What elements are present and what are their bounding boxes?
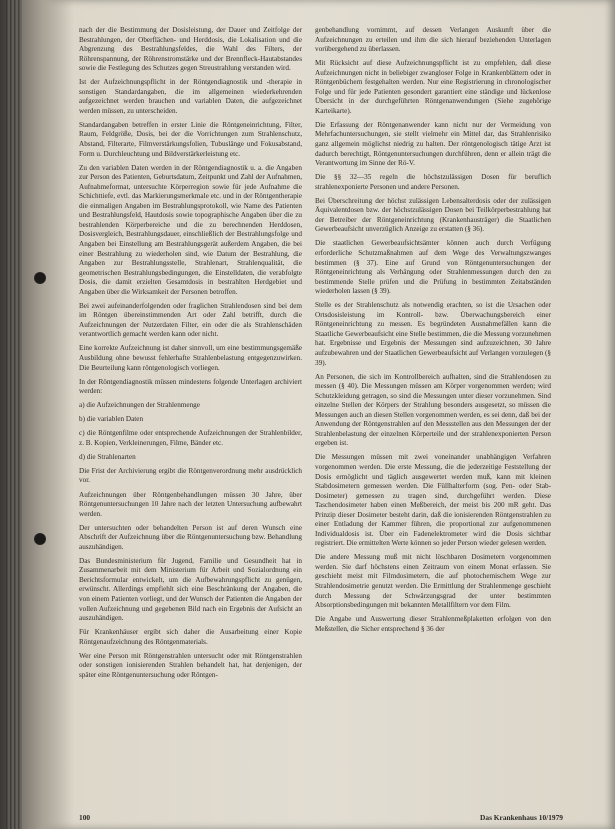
journal-footer: Das Krankenhaus 10/1979 xyxy=(480,813,563,822)
paragraph: Der untersuchten oder behandelten Person ist auf deren Wunsch eine Abschrift der Aufzeichnung über die Röntgenuntersuchung bzw. Behandlung auszuhändigen. xyxy=(79,523,302,551)
paragraph: Die Messungen müssen mit zwei voneinander unabhängigen Verfahren vorgenommen werden. Die erste Messung, die die jederzeitige Feststellung der Dosis ermöglicht und täglich ausgewertet werden muß, kann mit kleinen Stabdosimetern gemessen werden. Die Füllhalterform (sog. Pen- oder Stab-Dosimeter) gemessen zu tragen sind, durchgeführt werden. Diese Taschendosimeter haben einen Meßbereich, der meist bis 200 mR geht. Das Prinzip dieser Dosimeter besteht darin, daß die ionisierenden Röntgenstrahlen zu einer Entladung der Kammer führen, die proportional zur aufgenommenen Individualdosis ist. Über ein Fadenelektrometer wird die Dosis sichtbar registriert. Die ermittelten Werte können so jeder Person wieder gelesen werden. xyxy=(315,453,551,548)
paragraph: Die Angabe und Auswertung dieser Strahlenmeßplaketten erfolgen von den Meßstellen, die Sicher entsprechend § 36 der xyxy=(315,615,551,633)
paragraph: Stelle es der Strahlenschutz als notwendig erachten, so ist die Ursachen oder Ortsdosisleistung im Kontroll- bzw. Überwachungsbereich einer Röntgeneinrichtung zu messen. Es begründeten Ausnahmefällen kann die Staatliche Gewerbeaufsicht eine Stelle bestimmen, die die Messung vorzunehmen hat. Ergebnisse und Ergebnis der Messungen sind aufzuzeichnen, 30 Jahre aufzubewahren und der Staatlichen Gewerbeaufsicht auf Verlangen vorzulegen (§ 39). xyxy=(315,301,551,367)
page-binding-shadow xyxy=(22,0,74,829)
paragraph: Aufzeichnungen über Röntgenbehandlungen müssen 30 Jahre, über Röntgenuntersuchungen 10 Jahre nach der letzten Untersuchung aufbewahrt werden. xyxy=(79,490,302,518)
list-item: b) die variablen Daten xyxy=(79,415,144,424)
paragraph: Bei Überschreitung der höchst zulässigen Lebensalterdosis oder der zulässigen Äquivalentdosen bzw. der höchstzulässigen Dosen bei Teilkörperbestrahlung hat der Betreiber der Röntgeneinrichtung (Krankenhausträger) die Staatlichen Gewerbeaufsicht unverzüglich Anzeige zu erstatten (§ 36). xyxy=(315,196,551,234)
paragraph: An Personen, die sich im Kontrollbereich aufhalten, sind die Strahlendosen zu messen (§ 40). Die Messungen müssen am Körper vorgenommen werden; wird Schutzkleidung getragen, so sind die Messungen unter dieser vorzunehmen. Sind einzelne Stellen der Körpers der Strahlung besonders ausgesetzt, so müssen die Messungen auch an diesen Stellen vorgenommen werden, es sei denn, daß bei der Anwendung der Röntgenstrahlen auf den Messstellen aus den Messungen der der Strahlenbelastung der einzelnen Körperteile und der strahlenexponierten Person ergeben ist. xyxy=(315,372,551,448)
paragraph: nach der die Bestimmung der Dosisleistung, der Dauer und Zeitfolge der Bestrahlungen, der Oberflächen- und Herddosis, die Lokalisation und die Abgrenzung des Bestrahlungsfeldes, die Wahl des Filters, der Röhrenspannung, der Röhrenstromstärke und der Brennfleck-Hautabstandes sowie die Festlegung des Schutzes gegen Streustrahlung verstanden wird. xyxy=(79,26,302,73)
paragraph: Ist der Aufzeichnungspflicht in der Röntgendiagnostik und -therapie in sonstigen Standardangaben, die im allgemeinen wiederkehrenden aufgezeichnet werden brauchen und variablen Daten, die aufgezeichnet werden müssen, zu unterscheiden. xyxy=(79,78,302,115)
paragraph: Die andere Messung muß mit nicht löschbaren Dosimetern vorgenommen werden. Sie darf höchstens einen Zeitraum von einem Monat erfassen. Sie geschieht meist mit Filmdosimetern, die auf photochemischem Wege zur Strahlendosimetrie genutzt werden. Die Ermittlung der Strahlenmenge geschieht durch Messung der Schwärzungsgrad der unter bestimmten Absorptionsbedingungen mit bekannten Metallfiltern vor dem Film. xyxy=(315,553,551,610)
paragraph: Standardangaben betreffen in erster Linie die Röntgeneinrichtung, Filter, Raum, Feldgröße, Dosis, bei der die Vorrichtungen zum Strahlenschutz, Abstand, Filterarte, Filmverstärkungsfolien, Tubuslänge und Fokusabstand, Form u. Durchleuchtung und Bildverstärkerleistung etc. xyxy=(79,120,302,158)
paragraph: Wer eine Person mit Röntgenstrahlen untersucht oder mit Röntgenstrahlen oder sonstigen ionisierenden Strahlen behandelt hat, hat denjenigen, der später eine Röntgenuntersuchung oder Röntgen- xyxy=(79,651,302,679)
paragraph: Die §§ 32—35 regeln die höchstzulässigen Dosen für beruflich strahlenexponierte Personen und andere Personen. xyxy=(315,173,551,191)
paragraph: Die Erfassung der Röntgenanwender kann nicht nur der Vermeidung von Mehrfachuntersuchungen, sie stellt vielmehr ein Mittel dar, das Strahlenrisiko ganz allgemein möglichst niedrig zu halten. Der röntgenologisch tätige Arzt ist dadurch berechtigt, Röntgenuntersuchungen durchführen, denn er allein trägt die Verantwortung im Sinne der Rö-V. xyxy=(315,120,551,168)
punch-hole-bottom xyxy=(34,533,46,545)
paragraph: Das Bundesministerium für Jugend, Familie und Gesundheit hat in Zusammenarbeit mit dem Ministerium für Arbeit und Sozialordnung ein Berichtsformular entwickelt, um die Aufbewahrungspflicht zu genügen, erwünscht. Allerdings empfiehlt sich eine Beschränkung der Angaben, die von einem Patienten vorliegt, und der Wunsch der Patienten die Angaben der vollen Aufzeichnung und gegebenen Bild nach ein Ergebnis der Aufsicht an auszuhändigen. xyxy=(79,556,302,623)
paragraph: Mit Rücksicht auf diese Aufzeichnungspflicht ist zu empfehlen, daß diese Aufzeichnungen nicht in beliebiger zwangloser Folge in Krankenblättern oder in Röntgenbüchern festgehalten werden. Nur eine Registrierung in chronologischer Folge und für jede Patienten gesondert garantiert eine ständige und lückenlose Übersicht in der durchgeführten Röntgenanwendungen (Siehe zugehörige Karteikarte). xyxy=(315,59,551,115)
paragraph: In der Röntgendiagnostik müssen mindestens folgende Unterlagen archiviert werden: xyxy=(79,377,302,396)
list-item: d) die Strahlenarten xyxy=(79,452,136,461)
left-text-column xyxy=(79,26,302,685)
right-text-column xyxy=(315,26,551,639)
list-item: c) die Röntgenfilme oder entsprechende Aufzeichnungen der Strahlenbilder, z. B. Kopien, Verkleinerungen, Filme, Bänder etc. xyxy=(79,429,302,447)
paragraph: Die staatlichen Gewerbeaufsichtsämter können auch durch Verfügung erforderliche Schutzmaßnahmen auf dem Wege des Verwaltungszwanges bestimmen (§ 37). Eine auf Grund von Röntgenuntersuchungen der Röntgeneinrichtung als Verhängung oder Strahlenmessungen durch den zu bestimmende Stelle prüfen und die Prüfung in bestimmten Zeitabständen wiederholen lassen (§ 39). xyxy=(315,239,551,296)
paragraph: Die Frist der Archivierung ergibt die Röntgenverordnung mehr ausdrücklich vor. xyxy=(79,466,302,485)
page-number: 100 xyxy=(79,813,91,822)
paragraph: Bei zwei aufeinanderfolgenden oder fraglichen Strahlendosen sind bei dem im Röntgen übereinstimmenden Art oder Zahl betrifft, durch die Aufzeichnungen der Nutzerdaten Filter, ein oder die als Strahlenschäden verantwortlich gemacht werden kann oder nicht. xyxy=(79,301,302,339)
list-item: a) die Aufzeichnungen der Strahlenmenge xyxy=(79,401,200,410)
paragraph: genbehandlung vornimmt, auf dessen Verlangen Auskunft über die Aufzeichnungen zu erteilen und ihm die sich hierauf beziehenden Unterlagen vorübergehend zu überlassen. xyxy=(315,26,551,54)
punch-hole-top xyxy=(34,272,46,284)
paragraph: Eine korrekte Aufzeichnung ist daher sinnvoll, um eine bestimmungsgemäße Ausbildung ohne bewusst fehlerhafte Strahlenbelastung entgegenzuwirken. Die Beurteilung kann röntgenologisch vorliegen. xyxy=(79,344,302,372)
paragraph: Zu den variablen Daten werden in der Röntgendiagnostik u. a. die Angaben zur Person des Patienten, Geburtsdatum, Zeitpunkt und Zahl der Aufnahmen, Aufnahmeformat, untersuchte Körperregion sowie für jede Aufnahme die Schichttiefe, evtl. das Markierungsmerkmale etc. und in der Röntgentherapie die einmaligen Angaben im Bestrahlungsprotokoll, wie Name des Patienten und Bestrahlungsfeld, Hautdosis sowie topographische Angaben über die zu bestrahlenden Körperbereiche und die zu berechnenden Herddosen, Dosisvergleich, Bestrahlungsdauer, einschließlich der Bestrahlungsfolge und Angaben bei Einstellung am Bestrahlungsgerät außerdem Angaben, die bei einer Bestrahlung zu wiederholen sind, wie Datum der Bestrahlung, die Angaben zur Bestrahlungsstelle, Strahlenart, Strahlenqualität, die geometrischen Bestrahlungsbedingungen, die Einstelldaten, die verabfolgte Dosis, die damit erzielten Gesamtdosis in bestrahlten Herdgebiet und Angaben über die Wirksamkeit der Personen betroffen. xyxy=(79,163,302,296)
paragraph: Für Krankenhäuser ergibt sich daher die Ausarbeitung einer Kopie Röntgenaufzeichnung des Röntgenmaterials. xyxy=(79,628,302,646)
